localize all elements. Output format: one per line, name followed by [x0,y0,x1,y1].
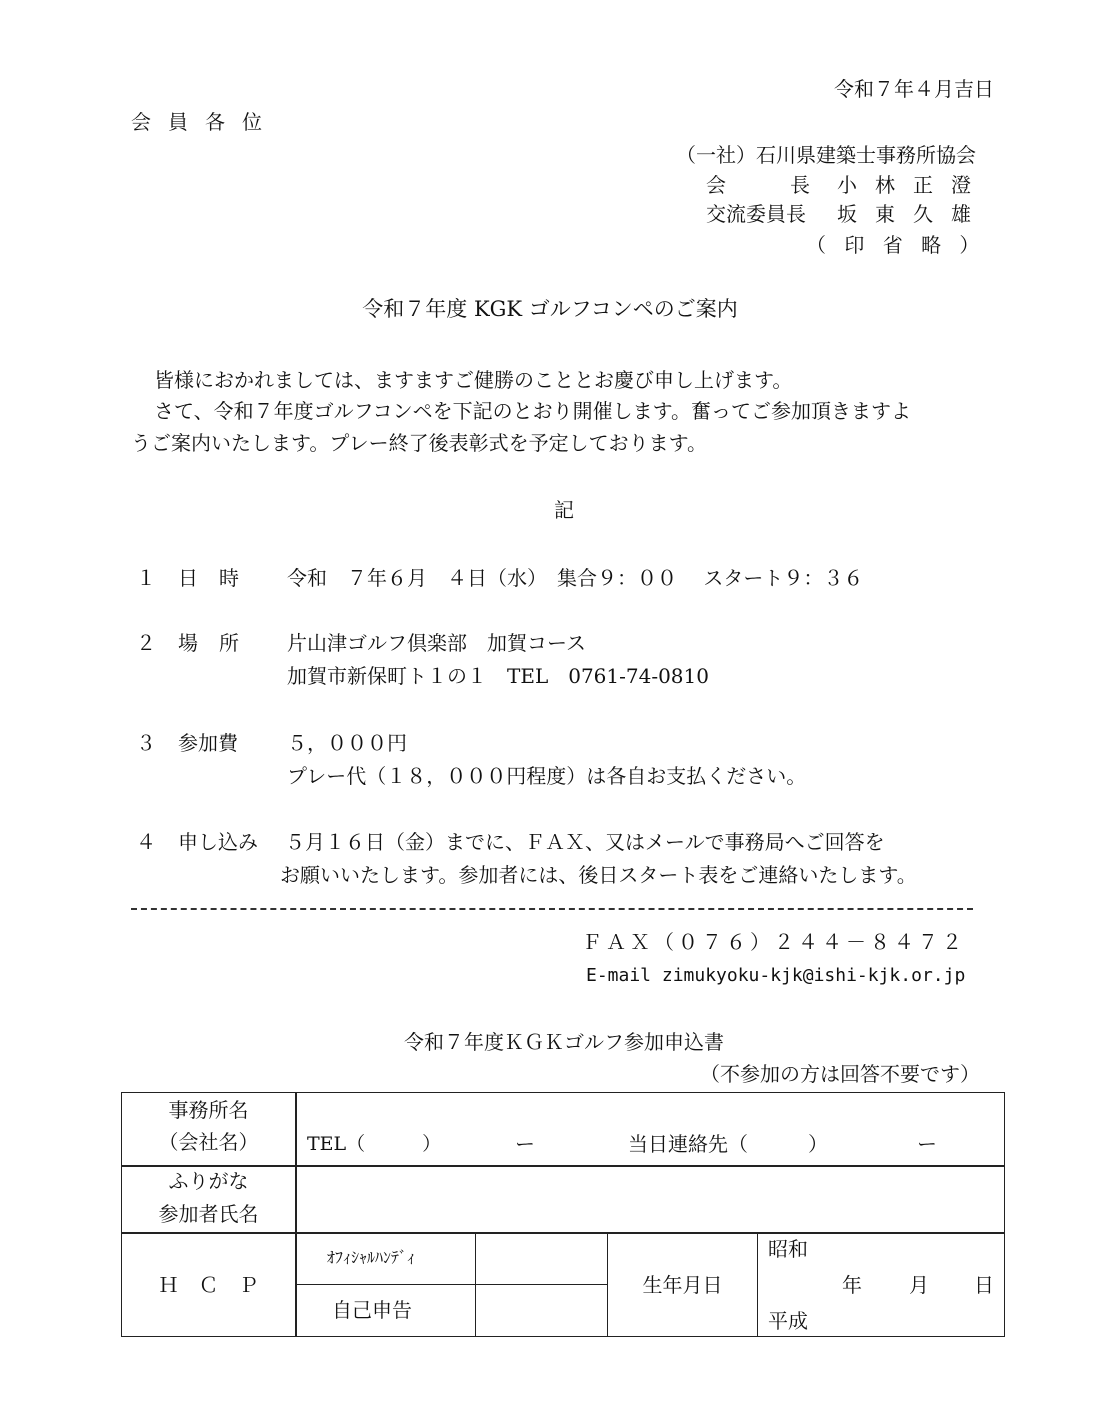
era-showa: 昭和 [768,1237,808,1261]
item-2-address: 加賀市新保町ト１の１ TEL 0761-74-0810 [287,664,709,688]
cut-line [131,908,973,910]
day-contact-label: 当日連絡先（ ） [628,1132,828,1156]
official-handicap-label: ｵﾌｨｼｬﾙﾊﾝﾃﾞｨ [327,1248,416,1267]
president-name: 小林正澄 [837,173,989,197]
form-title: 令和７年度ＫＧＫゴルフ参加申込書 [404,1030,724,1054]
item-2-number: ２ [136,631,156,655]
participant-name-field[interactable] [297,1167,1003,1231]
item-4-detail-2: お願いいたします。参加者には、後日スタート表をご連絡いたします。 [280,863,917,887]
fax-number: ＦＡＸ（０７６）２４４－８４７２ [582,930,966,954]
month-label: 月 [909,1273,929,1297]
day-contact-dash: ー [917,1132,937,1156]
era-heisei: 平成 [768,1309,808,1333]
application-form [121,1092,1005,1337]
item-4-number: ４ [136,830,156,854]
birth-date-label: 生年月日 [642,1273,723,1297]
tel-dash: ー [515,1132,535,1156]
intro-line-3: うご案内いたします。プレー終了後表彰式を予定しております。 [131,431,707,455]
item-3-fee: ５，０００円 [287,731,407,755]
self-report-label: 自己申告 [332,1298,412,1322]
year-label: 年 [842,1273,862,1297]
issue-date: 令和７年４月吉日 [834,77,994,101]
furigana-label: ふりがな [168,1169,249,1193]
president-title: 会長 [706,173,874,197]
item-3-play-fee-note: プレー代（１８，０００円程度）は各自お支払ください。 [287,764,807,788]
form-note: （不参加の方は回答不要です） [700,1062,980,1086]
intro-line-1: 皆様におかれましては、ますますご健勝のこととお慶び申し上げます。 [154,368,793,392]
item-2-venue: 片山津ゴルフ倶楽部 加賀コース [287,631,586,655]
intro-line-2: さて、令和７年度ゴルフコンペを下記のとおり開催します。奮ってご参加頂きますよ [154,399,911,423]
committee-title: 交流委員長 [706,202,806,226]
hcp-label: Ｈ Ｃ Ｐ [158,1273,259,1297]
office-name-label: 事務所名 [168,1098,249,1122]
organization-name: （一社）石川県建築士事務所協会 [676,143,976,167]
item-3-label: 参加費 [178,731,238,755]
item-1-detail: 令和 ７年６月 ４日（水） 集合９：００ スタート９：３６ [287,566,864,590]
item-2-label: 場所 [178,631,260,655]
ki-heading: 記 [554,498,574,522]
addressee: 会員各位 [131,110,279,134]
participant-name-label: 参加者氏名 [158,1202,259,1226]
item-3-number: ３ [136,731,156,755]
company-name-label: （会社名） [158,1130,259,1154]
item-1-label: 日時 [178,566,260,590]
self-report-field[interactable] [477,1286,606,1335]
email-address: E-mail zimukyoku-kjk@ishi-kjk.or.jp [586,965,966,986]
committee-chair-name: 坂東久雄 [837,202,989,226]
tel-label: TEL（ ） [307,1133,442,1155]
item-1-number: １ [136,566,156,590]
document-title: 令和７年度 KGK ゴルフコンペのご案内 [362,297,738,321]
item-4-label: 申し込み [178,830,258,854]
seal-omitted-note: （ 印 省 略 ） [806,233,986,257]
official-handicap-field[interactable] [477,1234,606,1283]
day-label: 日 [974,1273,994,1297]
item-4-detail-1: ５月１６日（金）までに、ＦＡＸ、又はメールで事務局へご回答を [285,830,885,854]
